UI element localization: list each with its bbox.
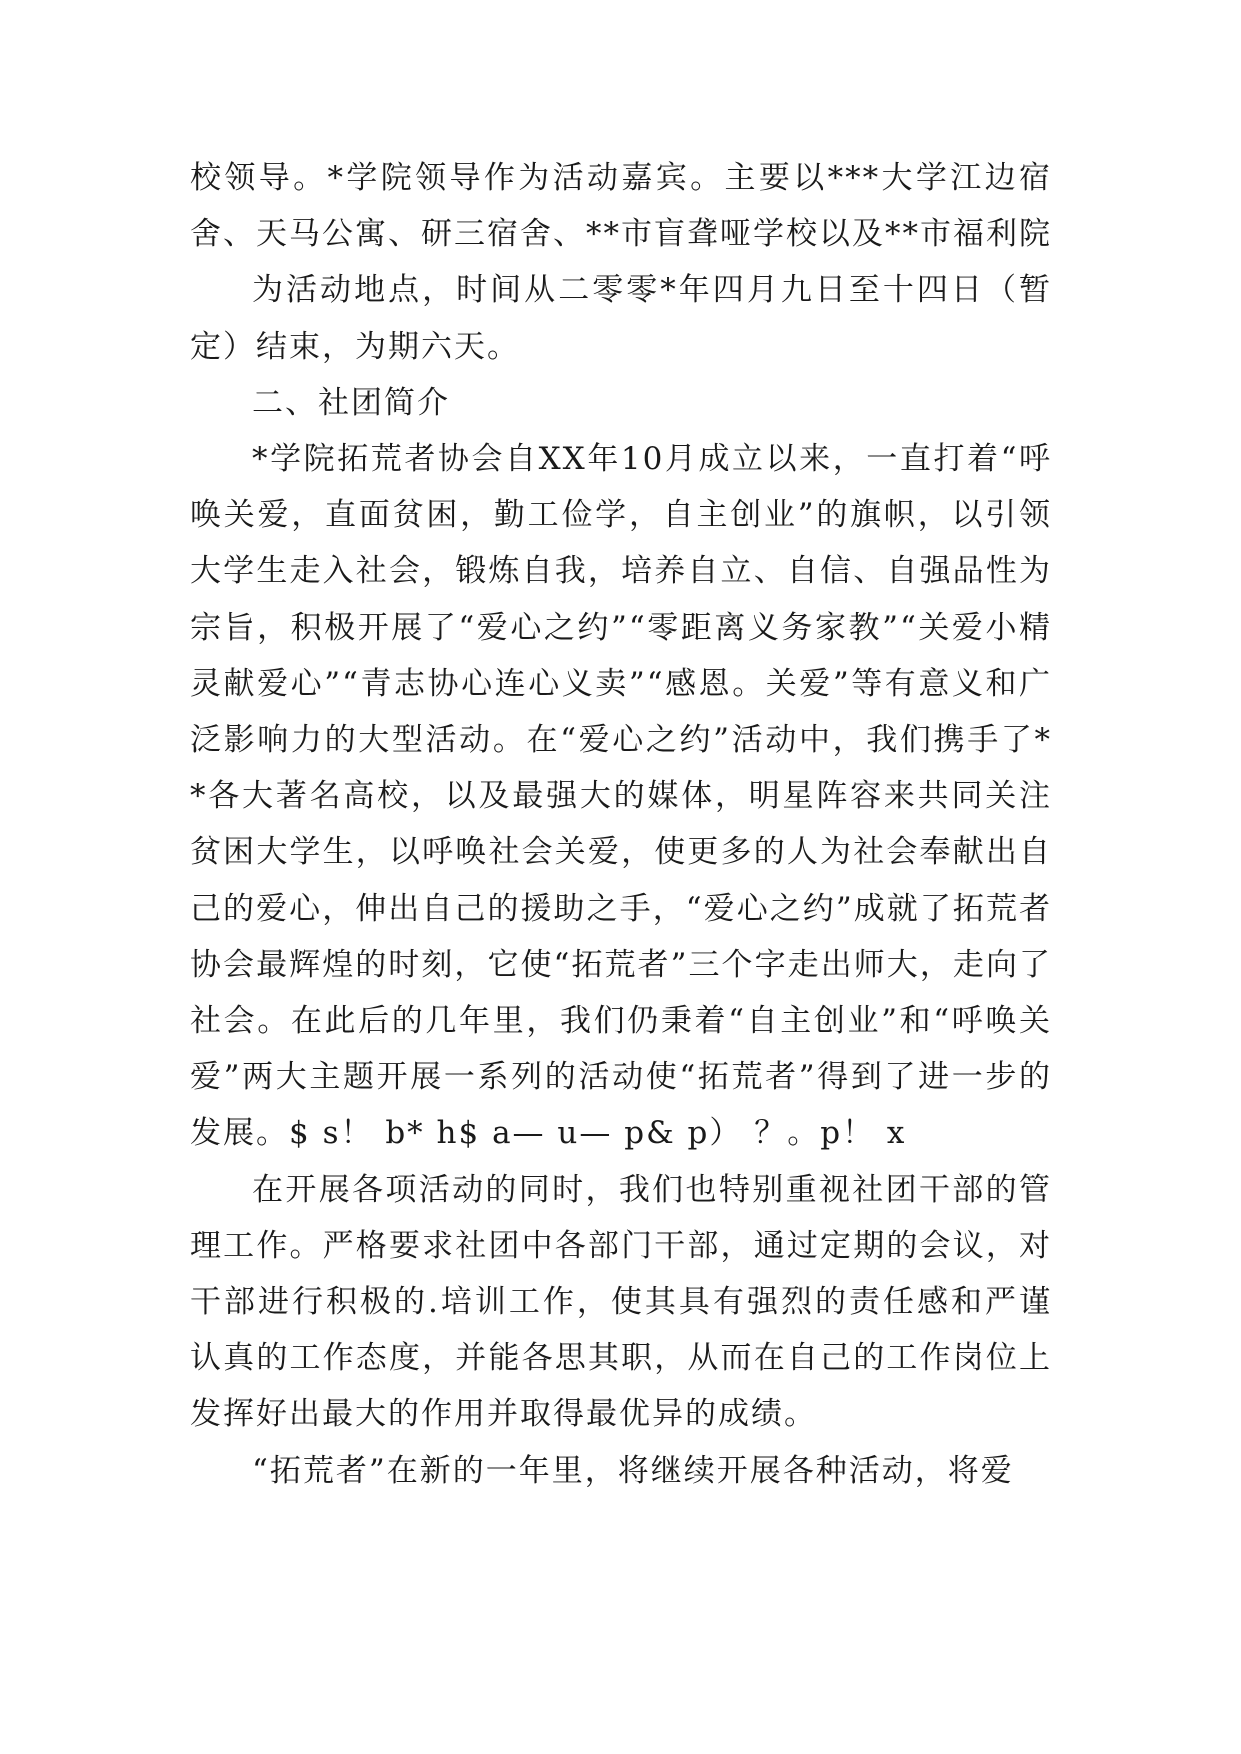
paragraph-cadre-management: 在开展各项活动的同时，我们也特别重视社团干部的管理工作。严格要求社团中各部门干部，通过定期的会议，对干部进行积极的.培训工作，使其具有强烈的责任感和严谨认真的工作态度，并能各思其职，从而在自己的工作岗位上发挥好出最大的作用并取得最优异的成绩。 bbox=[190, 1171, 1052, 1433]
section-heading-club-intro: 二、社团简介 bbox=[252, 384, 450, 421]
document-body bbox=[190, 150, 1052, 1499]
paragraph-venue-intro: 校领导。*学院领导作为活动嘉宾。主要以***大学江边宿舍、天马公寓、研三宿舍、**市盲聋哑学校以及**市福利院 bbox=[190, 160, 1052, 253]
paragraph-club-history: *学院拓荒者协会自XX年10月成立以来，一直打着“呼唤关爱，直面贫困，勤工俭学，自主创业”的旗帜，以引领大学生走入社会，锻炼自我，培养自立、自信、自强品性为宗旨，积极开展了“爱心之约”“零距离义务家教”“关爱小精灵献爱心”“青志协心连心义卖”“感恩。关爱”等有意义和广泛影响力的大型活动。在“爱心之约”活动中，我们携手了**各大著名高校，以及最强大的媒体，明星阵容来共同关注贫困大学生，以呼唤社会关爱，使更多的人为社会奉献出自己的爱心，伸出自己的援助之手，“爱心之约”成就了拓荒者协会最辉煌的时刻，它使“拓荒者”三个字走出师大，走向了社会。在此后的几年里，我们仍秉着“自主创业”和“呼唤关爱”两大主题开展一系列的活动使“拓荒者”得到了进一步的发展。$ s！ b* h$ a— u— p& p） ？。p！ x bbox=[190, 441, 1052, 1152]
paragraph-new-year-plan: “拓荒者”在新的一年里，将继续开展各种活动，将爱 bbox=[252, 1452, 1014, 1489]
paragraph-venue-time: 为活动地点，时间从二零零*年四月九日至十四日（暂定）结束，为期六天。 bbox=[190, 272, 1052, 365]
